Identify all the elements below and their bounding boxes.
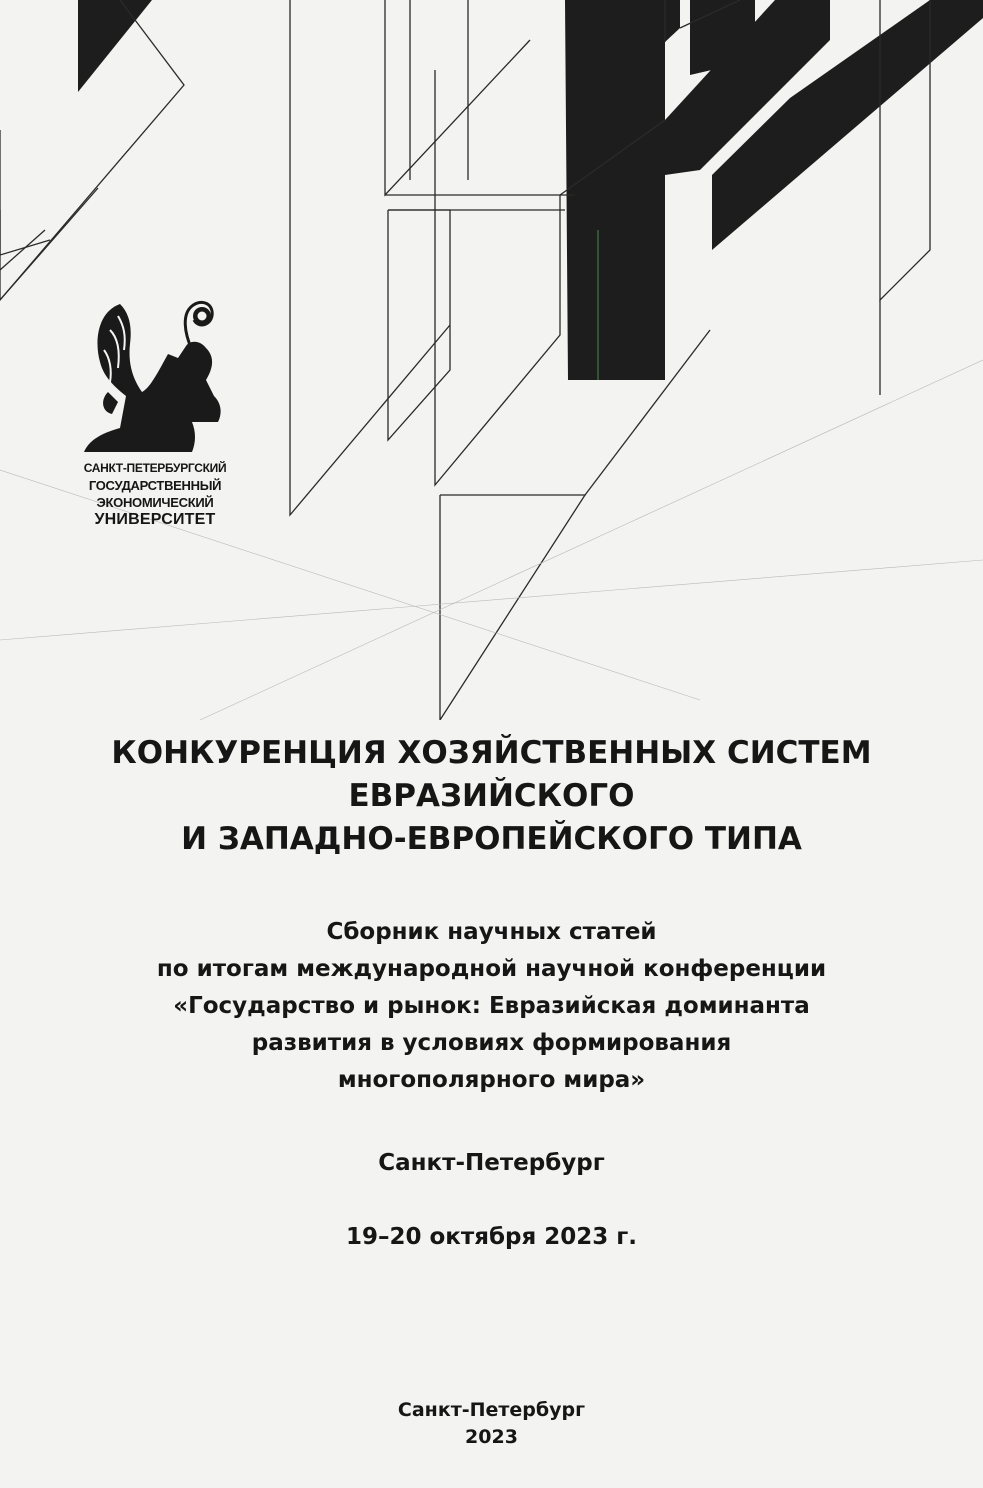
conference-place: Санкт-Петербург xyxy=(378,1150,605,1176)
subtitle-line: многополярного мира» xyxy=(337,1067,646,1093)
university-name-line: ГОСУДАРСТВЕННЫЙ xyxy=(88,478,222,493)
title-line: И ЗАПАДНО-ЕВРОПЕЙСКОГО ТИПА xyxy=(181,821,802,857)
book-title xyxy=(0,732,983,861)
subtitle-line: Сборник научных статей xyxy=(326,919,657,945)
imprint-city: Санкт-Петербург xyxy=(397,1399,586,1421)
subtitle-line: развития в условиях формирования xyxy=(251,1030,732,1056)
university-logo xyxy=(80,296,240,528)
university-name-line: ЭКОНОМИЧЕСКИЙ xyxy=(96,495,214,510)
subtitle-line: по итогам международной научной конференции xyxy=(156,956,827,982)
conference-dates: 19–20 октября 2023 г. xyxy=(345,1224,638,1250)
imprint xyxy=(0,1397,983,1451)
university-name xyxy=(80,460,230,528)
griffin-icon xyxy=(80,296,230,456)
university-name-line: САНКТ-ПЕТЕРБУРГСКИЙ xyxy=(83,461,227,475)
subtitle-line: «Государство и рынок: Евразийская доминанта xyxy=(173,993,810,1019)
imprint-year: 2023 xyxy=(465,1426,518,1448)
book-subtitle xyxy=(0,914,983,1099)
university-name-line: УНИВЕРСИТЕТ xyxy=(94,511,216,528)
title-line: КОНКУРЕНЦИЯ ХОЗЯЙСТВЕННЫХ СИСТЕМ xyxy=(111,735,872,771)
title-line: ЕВРАЗИЙСКОГО xyxy=(348,778,635,814)
